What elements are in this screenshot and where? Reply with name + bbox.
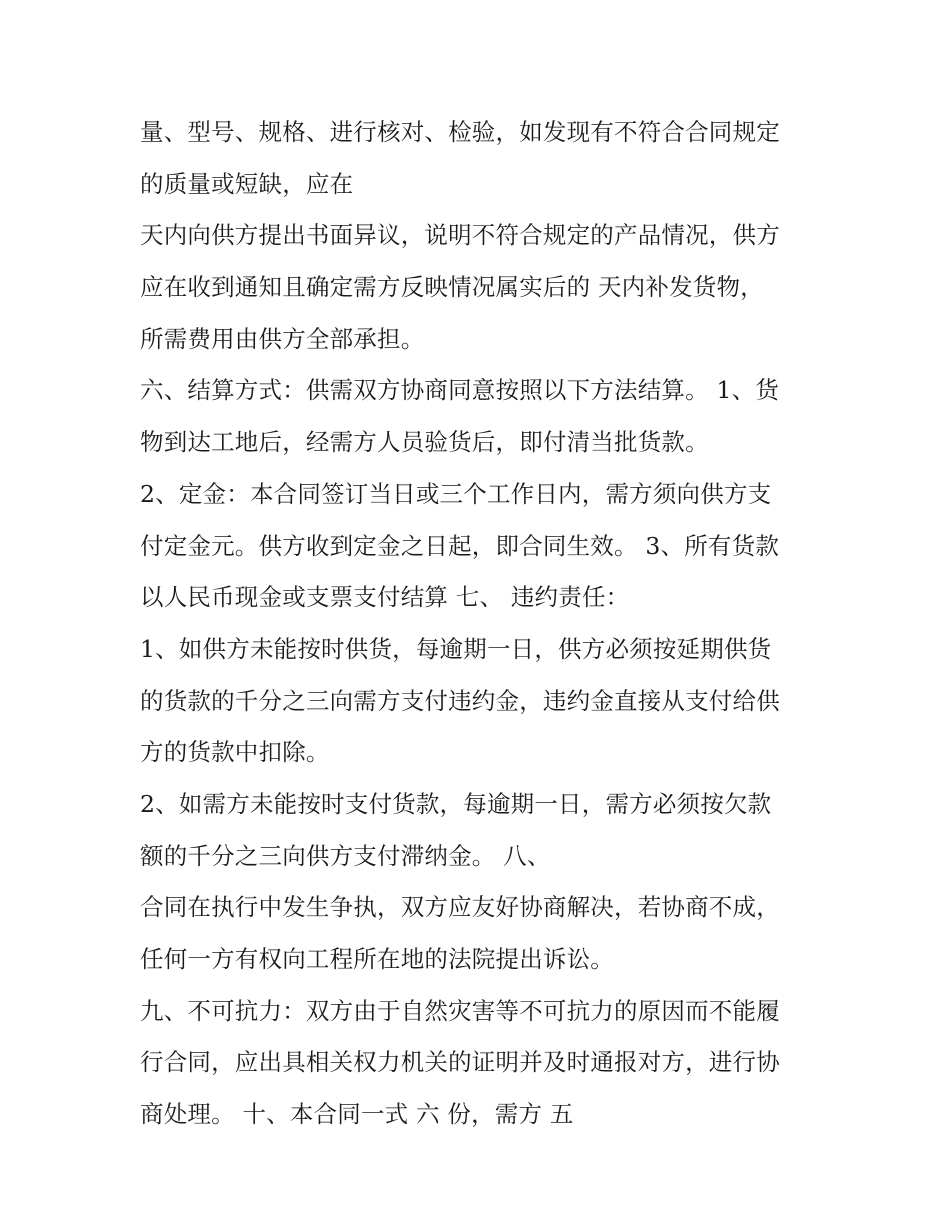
- text-line: 量、型号、规格、进行核对、检验，如发现有不符合合同规定: [140, 118, 780, 146]
- text-line: 应在收到通知且确定需方反映情况属实后的 天内补发货物，: [140, 273, 764, 302]
- text-line: 方的货款中扣除。: [140, 738, 330, 767]
- text-line: 物到达工地后，经需方人员验货后，即付清当批货款。: [140, 428, 709, 457]
- text-line: 付定金元。供方收到定金之日起，即合同生效。 3、所有货款: [140, 531, 780, 560]
- text-line: 任何一方有权向工程所在地的法院提出诉讼。: [140, 945, 614, 973]
- text-line: 的货款的千分之三向需方支付违约金，违约金直接从支付给供: [140, 686, 780, 715]
- contract-text-body: [140, 107, 830, 1141]
- text-line: 所需费用由供方全部承担。: [140, 324, 425, 353]
- text-line: 合同在执行中发生争执，双方应友好协商解决，若协商不成，: [140, 893, 780, 922]
- text-line: 额的千分之三向供方支付滞纳金。 八、: [140, 841, 551, 870]
- text-line: 以人民币现金或支票支付结算 七、 违约责任：: [140, 583, 630, 612]
- text-line: 九、不可抗力：双方由于自然灾害等不可抗力的原因而不能履: [140, 996, 780, 1025]
- text-line: 的质量或短缺，应在: [140, 169, 354, 198]
- text-line: 2、定金：本合同签订当日或三个工作日内，需方须向供方支: [140, 479, 772, 508]
- text-line: 2、如需方未能按时支付货款，每逾期一日，需方必须按欠款: [140, 789, 772, 818]
- text-line: 行合同，应出具相关权力机关的证明并及时通报对方，进行协: [140, 1048, 780, 1077]
- text-line: 商处理。 十、本合同一式 六 份，需方 五: [140, 1100, 574, 1129]
- text-line: 六、结算方式：供需双方协商同意按照以下方法结算。 1、货: [140, 376, 780, 405]
- text-line: 1、如供方未能按时供货，每逾期一日，供方必须按延期供货: [140, 634, 772, 663]
- text-line: 天内向供方提出书面异议，说明不符合规定的产品情况，供方: [140, 221, 780, 250]
